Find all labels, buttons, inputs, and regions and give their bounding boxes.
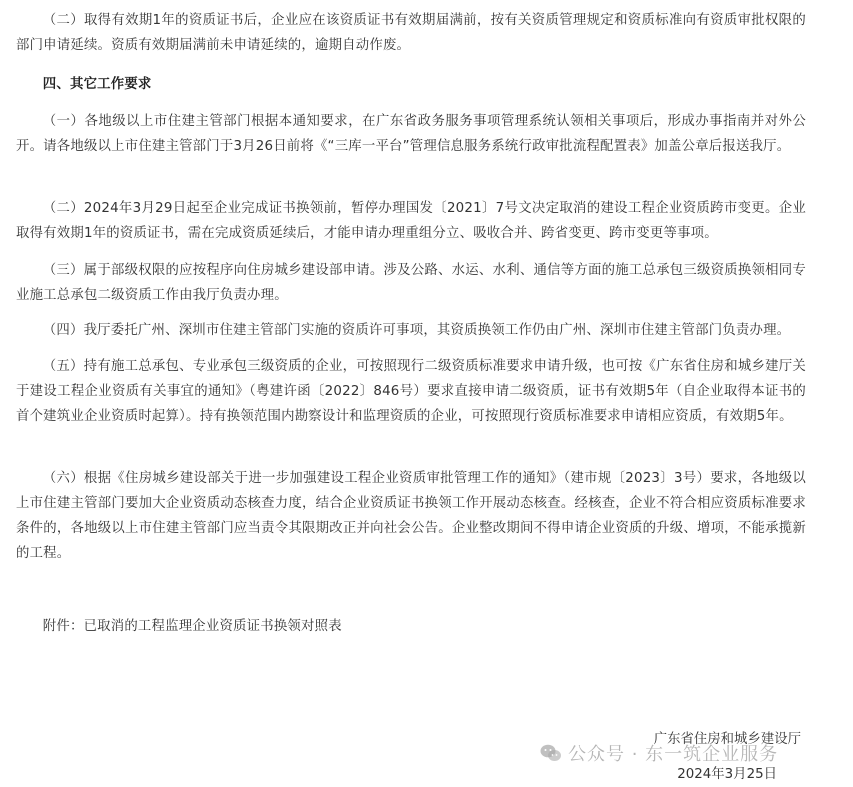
- attachment-note: 附件：已取消的工程监理企业资质证书换领对照表: [42, 619, 342, 634]
- paragraph-requirement-6: （六）根据《住房城乡建设部关于进一步加强建设工程企业资质审批管理工作的通知》（建市规〔2023〕3号）要求，各地级以上市住建主管部门要加大企业资质动态核查力度，结合企业资质证书换领工作开展动态核查。经核查，企业不符合相应资质标准要求条件的，各地级以上市住建主管部门应当责令其限期改正并向社会公告。企业整改期间不得申请企业资质的升级、增项，不能承揽新的工程。: [16, 471, 806, 561]
- issue-date: 2024年3月25日: [677, 767, 777, 782]
- section-heading-other-requirements: 四、其它工作要求: [42, 77, 152, 92]
- paragraph-requirement-5: （五）持有施工总承包、专业承包三级资质的企业，可按照现行二级资质标准要求申请升级，也可按《广东省住房和城乡建厅关于建设工程企业资质有关事宜的通知》（粤建许函〔2022〕846号）要求直接申请二级资质，证书有效期5年（自企业取得本证书的首个建筑业企业资质时起算）。持有换领范围内勘察设计和监理资质的企业，可按照现行资质标准要求申请相应资质，有效期5年。: [16, 359, 806, 424]
- wechat-icon: [540, 743, 562, 763]
- paragraph-requirement-2: （二）2024年3月29日起至企业完成证书换领前，暂停办理国发〔2021〕7号文决定取消的建设工程企业资质跨市变更。企业取得有效期1年的资质证书，需在完成资质延续后，才能申请办理重组分立、吸收合并、跨省变更、跨市变更等事项。: [16, 201, 806, 241]
- paragraph-requirement-1: （一）各地级以上市住建主管部门根据本通知要求，在广东省政务服务事项管理系统认领相关事项后，形成办事指南并对外公开。请各地级以上市住建主管部门于3月26日前将《“三库一平台”管理信息服务系统行政审批流程配置表》加盖公章后报送我厅。: [16, 114, 806, 154]
- issuer-signature: 广东省住房和城乡建设厅: [653, 732, 801, 747]
- paragraph-requirement-3: （三）属于部级权限的应按程序向住房城乡建设部申请。涉及公路、水运、水利、通信等方面的施工总承包三级资质换领相同专业施工总承包二级资质工作由我厅负责办理。: [16, 263, 806, 303]
- paragraph-validity-renewal: （二）取得有效期1年的资质证书后，企业应在该资质证书有效期届满前，按有关资质管理规定和资质标准向有资质审批权限的部门申请延续。资质有效期届满前未申请延续的，逾期自动作废。: [16, 13, 806, 53]
- watermark-text: 公众号 · 东一筑企业服务: [568, 744, 779, 765]
- paragraph-requirement-4: （四）我厅委托广州、深圳市住建主管部门实施的资质许可事项，其资质换领工作仍由广州、深圳市住建主管部门负责办理。: [42, 323, 791, 338]
